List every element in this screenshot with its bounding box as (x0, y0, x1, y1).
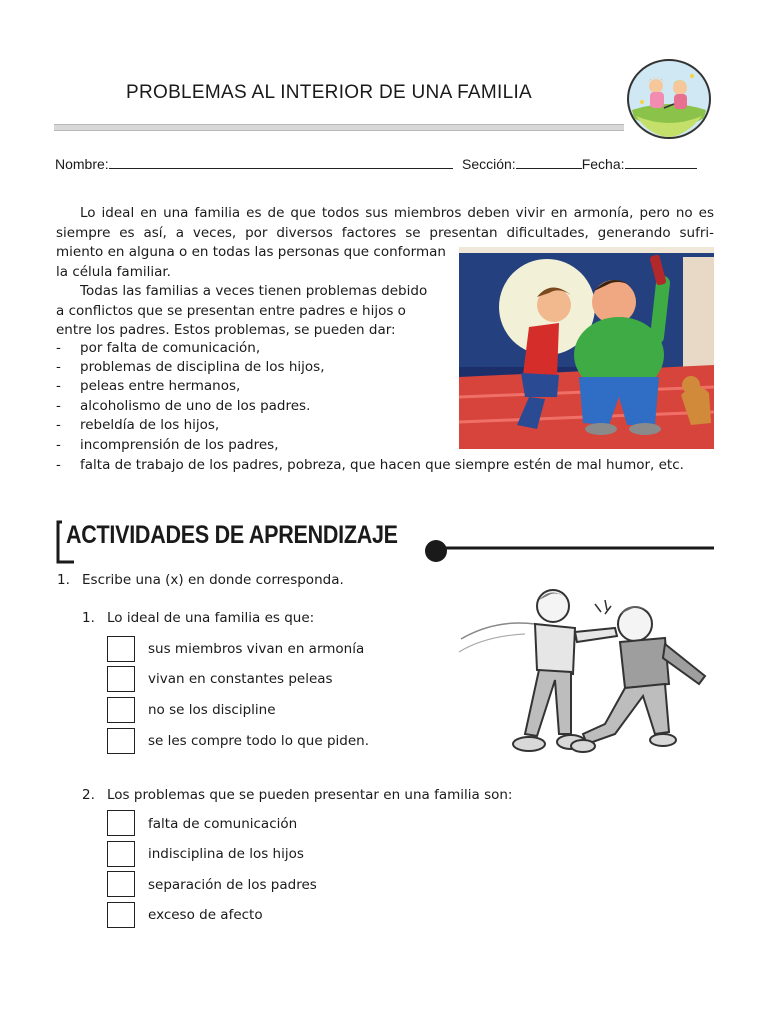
paragraph-line: la célula familiar. (56, 263, 171, 280)
family-illustration-logo (626, 58, 712, 140)
list-item: - peleas entre hermanos, (56, 378, 241, 394)
section-blank[interactable] (516, 156, 582, 169)
instruction-number: 1. (57, 572, 70, 588)
checkbox[interactable] (107, 841, 135, 867)
reading-paragraph-2 (56, 282, 446, 341)
list-item: - rebeldía de los hijos, (56, 417, 220, 433)
question-1-number: 1. (82, 610, 95, 626)
reading-paragraph-1 (56, 204, 714, 243)
reading-paragraph-1-end (56, 243, 456, 282)
option-label: no se los discipline (148, 702, 276, 718)
checkbox[interactable] (107, 636, 135, 662)
name-label: Nombre: (55, 156, 109, 172)
paragraph-line: miento en alguna o en todas las personas que conforman (56, 244, 446, 260)
question-1-text: Lo ideal de una familia es que: (107, 610, 315, 626)
date-label: Fecha: (581, 156, 625, 172)
list-item: - falta de trabajo de los padres, pobreza, que hacen que siempre estén de mal humor, etc. (56, 457, 684, 473)
checkbox[interactable] (107, 810, 135, 836)
page-title: PROBLEMAS AL INTERIOR DE UNA FAMILIA (126, 82, 533, 103)
option-label: se les compre todo lo que piden. (148, 733, 370, 749)
option-label: exceso de afecto (148, 907, 263, 923)
activities-title: ACTIVIDADES DE APRENDIZAJE (66, 521, 398, 549)
paragraph-line: a conflictos que se presentan entre padres e hijos o (56, 302, 406, 319)
option-label: separación de los padres (148, 877, 317, 893)
checkbox[interactable] (107, 902, 135, 928)
question-2-number: 2. (82, 787, 95, 803)
title-divider (54, 124, 624, 131)
option-label: sus miembros vivan en armonía (148, 641, 365, 657)
drunk-father-illustration (459, 247, 714, 449)
checkbox[interactable] (107, 666, 135, 692)
name-field-row (55, 156, 453, 172)
list-item: - incomprensión de los padres, (56, 437, 279, 453)
paragraph-line: siempre es así, a veces, por diversos factores se presentan dificultades, generando sufri- (56, 224, 714, 241)
paragraph-line: Todas las familias a veces tienen problemas debido (80, 283, 428, 299)
option-label: indisciplina de los hijos (148, 846, 304, 862)
list-item: - alcoholismo de uno de los padres. (56, 398, 311, 414)
section-field-row (462, 156, 697, 172)
option-label: falta de comunicación (148, 816, 298, 832)
list-item: - por falta de comunicación, (56, 340, 261, 356)
date-blank[interactable] (625, 156, 697, 169)
option-label: vivan en constantes peleas (148, 671, 333, 687)
checkbox[interactable] (107, 728, 135, 754)
section-label: Sección: (462, 156, 516, 172)
paragraph-line: Lo ideal en una familia es de que todos sus miembros deben vivir en armonía, pero no es (80, 205, 714, 221)
question-2-text: Los problemas que se pueden presentar en una familia son: (107, 787, 513, 803)
instruction-text: Escribe una (x) en donde corresponda. (82, 572, 344, 588)
checkbox[interactable] (107, 697, 135, 723)
paragraph-line: entre los padres. Estos problemas, se pueden dar: (56, 322, 396, 338)
name-blank[interactable] (109, 156, 453, 169)
fighting-brothers-illustration (455, 584, 717, 774)
checkbox[interactable] (107, 871, 135, 897)
list-item: - problemas de disciplina de los hijos, (56, 359, 325, 375)
